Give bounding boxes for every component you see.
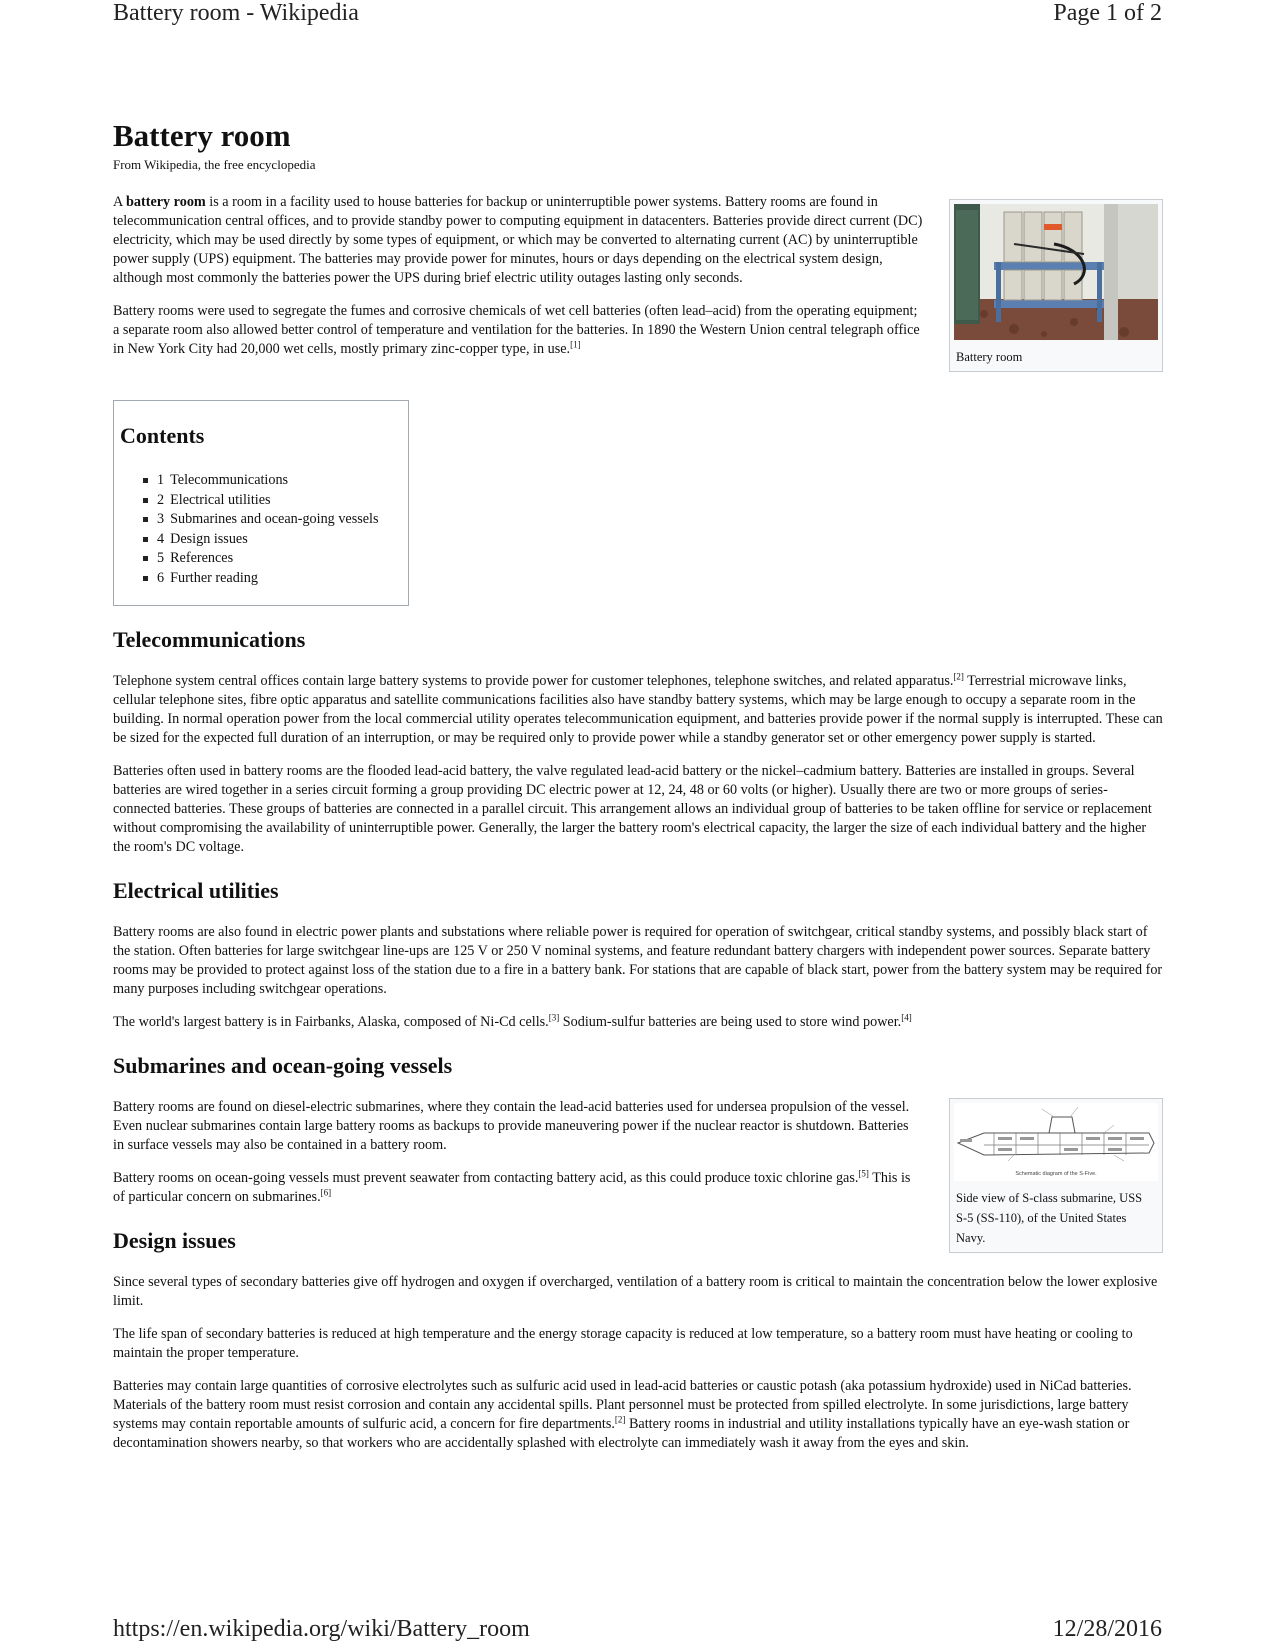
print-header-title: Battery room - Wikipedia: [113, 0, 359, 26]
submarines-paragraph-2: Battery rooms on ocean-going vessels must prevent seawater from contacting battery acid, as this could produce toxic chlorine gas.[5] This is of particular concern on submarines.[6]: [113, 1167, 911, 1205]
telecom-paragraph-1: Telephone system central offices contain large battery systems to provide power for customer telephones, telephone switches, and related apparatus.[2] Terrestrial microwave links, cellular telephone sites, fibre optic apparatus and satellite communications facilities also have standby battery systems, which may be large enough to occupy a separate room in the building. In normal operation power from the local commercial utility operates telecommunication equipment, and batteries provide power if the normal supply is interrupted. These can be sized for the expected full duration of an interruption, or may be required only to provide power while a standby generator set or other emergency power supply is started.: [113, 670, 1163, 746]
article-body: [113, 118, 1163, 1467]
section-heading-telecommunications: Telecommunications: [113, 626, 306, 652]
design-paragraph-1: Since several types of secondary batteries give off hydrogen and oxygen if overcharged, ventilation of a battery room is critical to maintain the concentration below the lower explosive limit.: [113, 1273, 1158, 1309]
citation-link[interactable]: [3]: [548, 1011, 560, 1022]
figure-caption: Battery room: [956, 350, 1023, 364]
design-paragraph-2: The life span of secondary batteries is reduced at high temperature and the energy storage capacity is reduced at low temperature, so a battery room must have heating or cooling to maintain the proper temperature.: [113, 1325, 1133, 1361]
submarines-paragraph-1: Battery rooms are found on diesel-electric submarines, where they contain the lead-acid batteries used for undersea propulsion of the vessel. Even nuclear submarines contain large battery rooms as backups to provide maneuvering power if the nuclear reactor is shutdown. Batteries in surface vessels may also be contained in a battery room.: [113, 1098, 910, 1153]
section-heading-submarines: Submarines and ocean-going vessels: [113, 1052, 453, 1078]
figure-battery-room: [949, 199, 1163, 372]
print-footer-date: 12/28/2016: [1052, 1616, 1162, 1642]
citation-link[interactable]: [5]: [858, 1167, 869, 1178]
citation-link[interactable]: [6]: [320, 1186, 332, 1197]
intro-paragraph-1: A battery room is a room in a facility used to house batteries for backup or uninterruptible power systems. Battery rooms are found in telecommunication central offices, and to provide standby power to computing equipment in datacenters. Batteries provide direct current (DC) electricity, which may be used directly by some types of equipment, or which may be converted to alternating current (AC) by uninterruptible power supply (UPS) equipment. The batteries may provide power for minutes, hours or days depending on the electrical system design, although most commonly the batteries power the UPS during brief electric utility outages lasting only seconds.: [113, 194, 923, 286]
toc-item[interactable]: 3 Submarines and ocean-going vessels: [143, 510, 403, 530]
page-title: Battery room: [113, 118, 291, 153]
print-header-page: Page 1 of 2: [1053, 0, 1162, 26]
print-footer-url: https://en.wikipedia.org/wiki/Battery_room: [113, 1616, 530, 1642]
citation-link[interactable]: [2]: [614, 1413, 626, 1424]
tagline: From Wikipedia, the free encyclopedia: [113, 157, 316, 172]
toc-item[interactable]: 4 Design issues: [143, 530, 403, 550]
section-heading-electrical-utilities: Electrical utilities: [113, 877, 279, 903]
utilities-paragraph-1: Battery rooms are also found in electric power plants and substations where reliable power is required for operation of switchgear, critical standby systems, and possibly black start of the station. Often batteries for large switchgear line-ups are 125 V or 250 V nominal systems, and feature redundant battery chargers with independent power sources. Separate battery rooms may be provided to protect against loss of the station due to a fire in a battery bank. For stations that are capable of black start, power from the battery system may be required for many purposes including switchgear operations.: [113, 923, 1163, 997]
battery-room-photo[interactable]: [954, 204, 1158, 340]
citation-link[interactable]: [4]: [901, 1011, 912, 1022]
design-paragraph-3: Batteries may contain large quantities of corrosive electrolytes such as sulfuric acid used in lead-acid batteries or caustic potash (aka potassium hydroxide) used in NiCad batteries. Materials of the battery room must resist corrosion and contain any accidental spills. Plant personnel must be protected from spilled electrolyte. In some jurisdictions, large battery systems may contain reportable amounts of sulfuric acid, a concern for fire departments.[2] Battery rooms in industrial and utility installations typically have an eye-wash station or decontamination showers nearby, so that workers who are accidentally splashed with electrolyte can immediately wash it away from the eyes and skin.: [113, 1377, 1132, 1451]
toc-item[interactable]: 2 Electrical utilities: [143, 491, 403, 511]
term-bold: battery room: [126, 194, 206, 210]
toc-item[interactable]: 1 Telecommunications: [143, 471, 403, 491]
diagram-title: Schematic diagram of the S-Five.: [1015, 1170, 1097, 1177]
intro-paragraph-2: Battery rooms were used to segregate the fumes and corrosive chemicals of wet cell batteries (often lead–acid) from the operating equipment; a separate room also allowed better control of temperature and ventilation for the batteries. In 1890 the Western Union central telegraph office in New York City had 20,000 wet cells, mostly primary zinc-copper type, in use.[1]: [113, 303, 920, 357]
toc-item[interactable]: 6 Further reading: [143, 569, 403, 589]
toc-title: Contents: [120, 423, 205, 448]
utilities-paragraph-2: The world's largest battery is in Fairbanks, Alaska, composed of Ni-Cd cells.[3] Sodium-sulfur batteries are being used to store wind power.[4]: [113, 1011, 912, 1030]
figure-caption: Side view of S-class submarine, USS S-5 (SS-110), of the United States Navy.: [956, 1190, 1143, 1245]
toc-item[interactable]: 5 References: [143, 549, 403, 569]
figure-submarine: [949, 1098, 1163, 1253]
citation-link[interactable]: [1]: [570, 339, 581, 350]
section-heading-design-issues: Design issues: [113, 1227, 236, 1253]
submarine-diagram[interactable]: [954, 1103, 1158, 1181]
citation-link[interactable]: [2]: [953, 670, 964, 681]
telecom-paragraph-2: Batteries often used in battery rooms are the flooded lead-acid battery, the valve regulated lead-acid battery or the nickel–cadmium battery. Batteries are installed in groups. Several batteries are wired together in a series circuit forming a group providing DC electric power at 12, 24, 48 or 60 volts (or higher). Usually there are two or more groups of series-connected batteries. These groups of batteries are connected in a parallel circuit. This arrangement allows an individual group of batteries to be taken offline for service or replacement without compromising the availability of uninterruptible power. Generally, the larger the battery room's electrical capacity, the larger the size of each individual battery and the higher the room's DC voltage.: [113, 762, 1152, 855]
table-of-contents: [113, 400, 409, 606]
